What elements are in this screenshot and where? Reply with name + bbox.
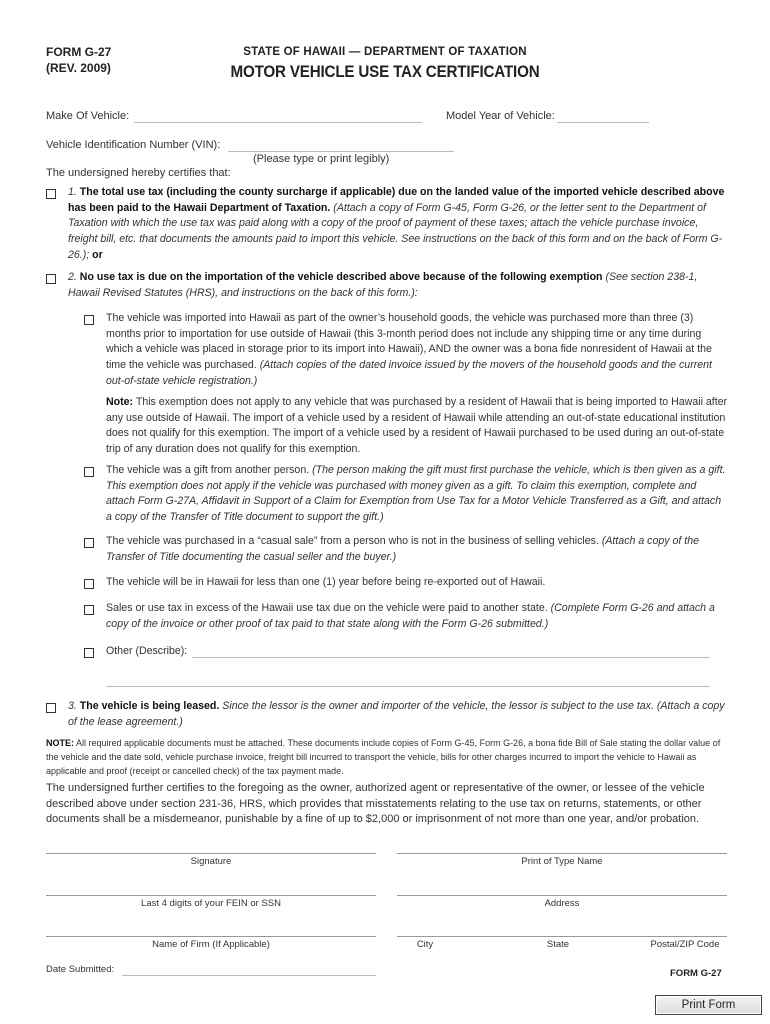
model-year-label: Model Year of Vehicle: [446,110,555,122]
other-state-tax-italic: (Complete Form G-26 and attach a copy of the invoice or other proof of tax paid to that state along with the Form G-26 submitted.) [106,602,715,630]
intro-text: The undersigned hereby certifies that: [46,167,231,179]
zip-label: Postal/ZIP Code [650,939,720,950]
city-state-zip-input[interactable] [397,936,727,937]
certification-text: The undersigned further certifies to the foregoing as the owner, authorized agent or representative of the owner, or lessee of the vehicle described above under section 231-36, HRS, which provides that misstatements relating to the use tax on returns, statements, or other documents shall be a misdemeanor, punishable by a fine of up to $2,000 or imprisonment of not more than one year, and/or probation. [46,782,705,826]
documents-note [46,736,730,778]
item1-checkbox[interactable] [46,189,56,199]
gift-main: The vehicle was a gift from another person. [106,464,310,476]
date-input[interactable] [122,975,376,976]
item2-checkbox[interactable] [46,274,56,284]
household-goods-italic: (Attach copies of the dated invoice issued by the movers of the household goods and the current out-of-state vehicle registration.) [106,359,712,387]
casual-sale-text [106,534,728,565]
documents-note-bold: NOTE: [46,738,74,748]
city-label: City [416,939,434,950]
make-input[interactable] [134,122,422,123]
print-name-input[interactable] [397,853,727,854]
casual-sale-italic: (Attach a copy of the Transfer of Title documenting the casual seller and the buyer.) [106,535,699,563]
vin-label: Vehicle Identification Number (VIN): [46,139,221,151]
state-label: State [546,939,570,950]
household-goods-main: The vehicle was imported into Hawaii as part of the owner’s household goods, the vehicle was purchased more than three (3) months prior to importation for use outside of Hawaii (this 3-month period does not include any shipping time or any time during which a vehicle was placed in storage prior to its import into Hawaii), AND the owner was a bona fide nonresident of Hawaii at the time the vehicle was purchased. [106,312,712,372]
household-goods-checkbox[interactable] [84,315,94,325]
signature-input[interactable] [46,853,376,854]
vin-hint: (Please type or print legibly) [253,153,390,165]
print-name-label: Print of Type Name [521,856,603,867]
item3-italic: Since the lessor is the owner and importer of the vehicle, the lessor is subject to the use tax. (Attach a copy of the lease agreement.) [68,700,725,728]
model-year-input[interactable] [557,122,649,123]
firm-input[interactable] [46,936,376,937]
item1-italic: (Attach a copy of Form G-45, Form G-26, or the letter sent to the Department of Taxation with which the use tax was paid along with a copy of the proof of payment of these taxes; attach the vehicle purchase invoice, freight bill, etc. that documents the amounts paid to import this vehicle. See instructions on the back of this form and on the back of Form G-26.); [68,201,723,261]
item1-or: or [92,248,103,261]
item3-checkbox[interactable] [46,703,56,713]
documents-note-text: All required applicable documents must be attached. These documents include copies of Form G-45, Form G-26, a bona fide Bill of Sale stating the dollar value of the vehicle and the date sold, vehicle purchase invoice, freight bill incurred to transport the vehicle, bills for other charges incurred to import the vehicle to Hawaii as applicable and proof (receipt or cancelled check) of the tax payment made. [46,738,721,776]
other-state-tax-main: Sales or use tax in excess of the Hawaii use tax due on the vehicle were paid to another state. [106,602,548,614]
item2-text [68,270,728,301]
household-goods-text [106,311,728,390]
gift-text [106,463,728,526]
exemption-note-text: This exemption does not apply to any vehicle that was purchased by a resident of Hawaii that is being imported to Hawaii after any use outside of Hawaii. The import of a vehicle used by a resident of Hawaii while attending an out-of-state educational institution does not qualify for this exemption. The import of a vehicle used by a resident of Hawaii purchased to be used during an out-of-state trip of any duration does not qualify for this exemption. [106,396,728,456]
item3-number: 3. [68,700,77,712]
vin-input[interactable] [228,151,454,152]
date-label: Date Submitted: [46,964,115,975]
item1-text [68,185,728,264]
form-revision: (REV. 2009) [46,61,111,75]
firm-label: Name of Firm (If Applicable) [152,939,270,950]
footer-form-number: FORM G-27 [670,968,722,979]
item2-bold: No use tax is due on the importation of the vehicle described above because of the following exemption [79,271,603,283]
re-export-checkbox[interactable] [84,579,94,589]
make-label: Make Of Vehicle: [46,110,130,122]
item3-bold: The vehicle is being leased. [79,700,220,712]
other-describe-input-2[interactable] [106,686,710,687]
other-checkbox[interactable] [84,648,94,658]
item1-bold: The total use tax (including the county surcharge if applicable) due on the landed value of the imported vehicle described above has been paid to the Hawaii Department of Taxation. [68,186,725,214]
item2-italic: (See section 238-1, Hawaii Revised Statutes (HRS), and instructions on the back of this form.): [68,271,698,299]
gift-italic: (The person making the gift must first purchase the vehicle, which is then given as a gift. This exemption does not apply if the vehicle was purchased with money given as a gift. To claim this exemption, complete and attach Form G-27A, Affidavit in Support of a Claim for Exemption from Use Tax for a Motor Vehicle Transferred as a Gift, and attach a copy of the Transfer of Title document to support the gift.) [106,464,726,524]
casual-sale-main: The vehicle was purchased in a “casual sale” from a person who is not in the business of selling vehicles. [106,535,599,547]
casual-sale-checkbox[interactable] [84,538,94,548]
exemption-note-bold: Note: [106,396,134,408]
other-describe-input[interactable] [192,657,710,658]
exemption-note [106,395,728,458]
other-state-tax-text [106,601,728,632]
page-title: MOTOR VEHICLE USE TAX CERTIFICATION [230,63,540,81]
other-label: Other (Describe): [106,645,188,657]
item3-text [68,699,730,730]
form-number: FORM G-27 [46,45,112,59]
signature-label: Signature [190,856,232,867]
other-state-tax-checkbox[interactable] [84,605,94,615]
print-form-button[interactable]: Print Form [655,995,762,1015]
item1-number: 1. [68,186,77,198]
item2-number: 2. [68,271,77,283]
gift-checkbox[interactable] [84,467,94,477]
re-export-text: The vehicle will be in Hawaii for less than one (1) year before being re-exported out of Hawaii. [106,576,546,588]
address-input[interactable] [397,895,727,896]
agency-name: STATE OF HAWAII — DEPARTMENT OF TAXATION [243,46,527,58]
address-label: Address [544,898,580,909]
fein-label: Last 4 digits of your FEIN or SSN [141,898,281,909]
fein-input[interactable] [46,895,376,896]
